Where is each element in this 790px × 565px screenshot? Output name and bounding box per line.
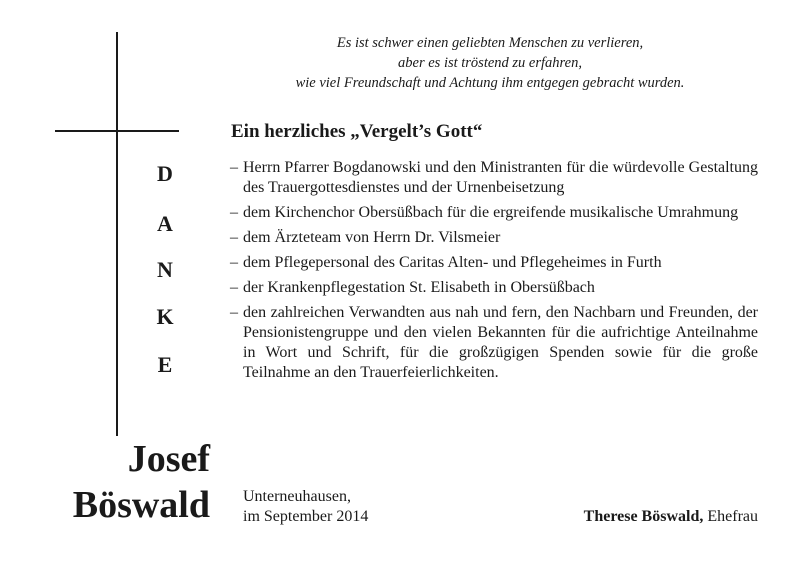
thanks-item: – dem Pflegepersonal des Caritas Alten- und Pflegeheimes in Furth (230, 253, 758, 273)
danke-letter: E (157, 352, 173, 377)
quote-line: wie viel Freundschaft und Achtung ihm entgegen gebracht wurden. (295, 75, 685, 91)
thanks-item: – Herrn Pfarrer Bogdanowski und den Ministranten für die würdevolle Gestaltung des Trauergottesdienstes und der Urnenbeisetzung (230, 158, 758, 198)
memorial-quote (230, 33, 750, 93)
quote-line: Es ist schwer einen geliebten Menschen zu verlieren, (336, 35, 644, 51)
place-and-date (243, 487, 368, 527)
place-line: Unterneuhausen, (243, 488, 351, 505)
deceased-last-name: Böswald (72, 484, 210, 526)
danke-letter: D (157, 161, 173, 186)
thanks-heading: Ein herzliches „Vergelt’s Gott“ (231, 121, 483, 142)
signer-role: Ehefrau (707, 508, 758, 525)
signer-name: Therese Böswald, (583, 508, 704, 525)
signature (584, 507, 758, 527)
date-line: im September 2014 (243, 508, 369, 525)
danke-letter: K (156, 304, 174, 329)
quote-line: aber es ist tröstend zu erfahren, (398, 55, 582, 71)
thanks-list (230, 158, 758, 388)
cross-horizontal-bar (55, 130, 179, 132)
cross-vertical-bar (116, 32, 118, 436)
danke-letter: A (157, 211, 173, 236)
thanks-item: – der Krankenpflegestation St. Elisabeth in Obersüßbach (230, 278, 758, 298)
danke-letter: N (157, 257, 173, 282)
deceased-first-name: Josef (127, 438, 210, 480)
thanks-item: – dem Ärzteteam von Herrn Dr. Vilsmeier (230, 228, 758, 248)
thanks-item: – dem Kirchenchor Obersüßbach für die ergreifende musikalische Umrahmung (230, 203, 758, 223)
thanks-item: – den zahlreichen Verwandten aus nah und fern, den Nachbarn und Freunden, der Pensionistengruppe und den vielen Bekannten für die aufrichtige Anteilnahme in Wort und Schrift, für die großzügigen Spenden sowie für die große Teilnahme an den Trauerfeierlichkeiten. (230, 303, 758, 383)
